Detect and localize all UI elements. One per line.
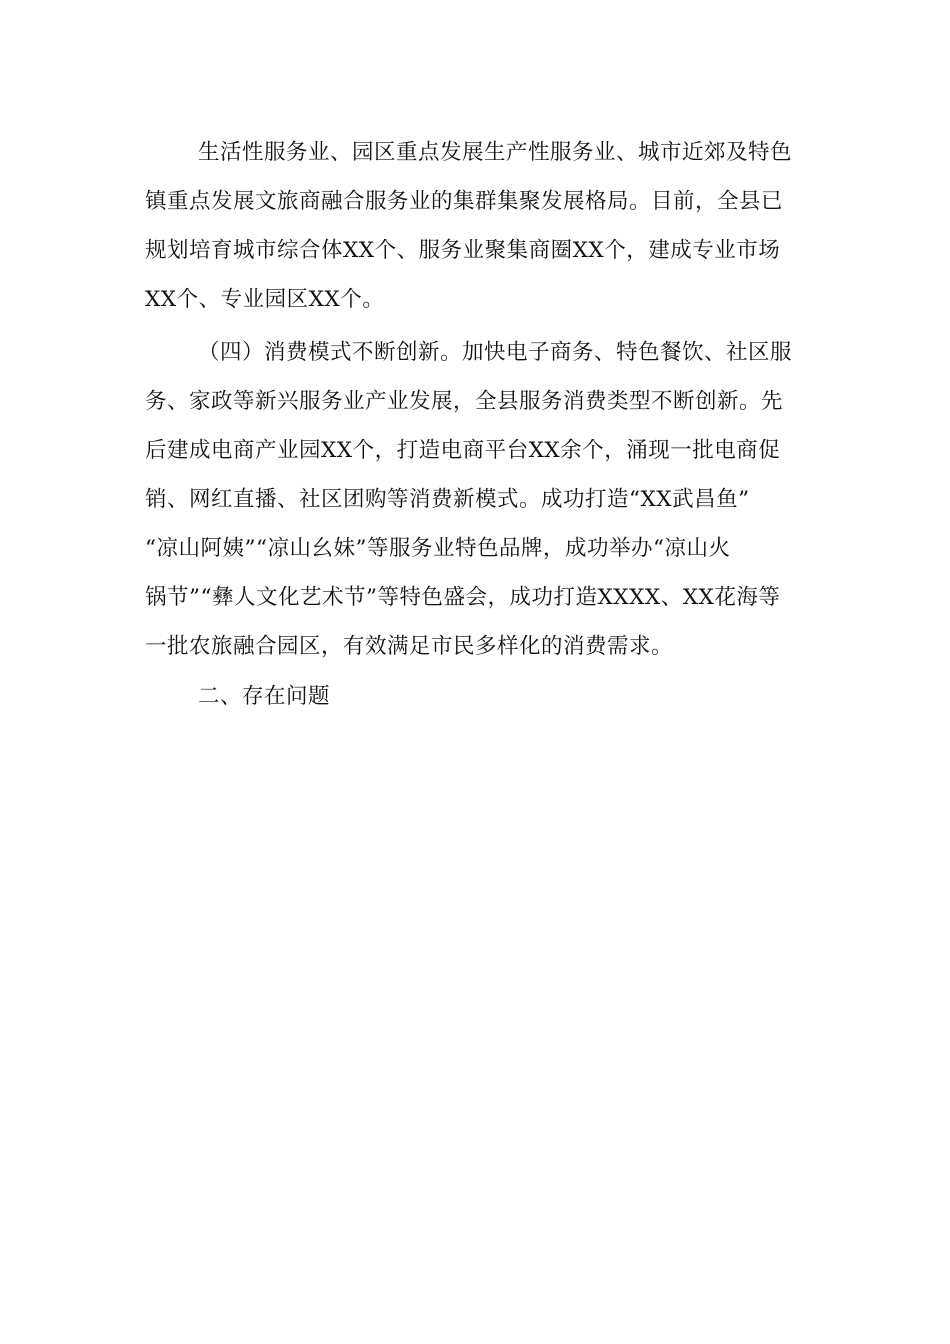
paragraph-line: 规划培育城市综合体XX个、服务业聚集商圈XX个，建成专业市场 [145, 238, 781, 263]
paragraph-line: 生活性服务业、园区重点发展生产性服务业、城市近郊及特色 [198, 140, 793, 165]
paragraph-line: （四）消费模式不断创新。加快电子商务、特色餐饮、社区服 [198, 340, 793, 365]
paragraph-line: 销、网红直播、社区团购等消费新模式。成功打造“XX武昌鱼” [145, 487, 750, 512]
paragraph-consumption-innovation [145, 328, 805, 671]
paragraph-line: 一批农旅融合园区，有效满足市民多样化的消费需求。 [145, 634, 674, 659]
paragraph-line: “凉山阿姨”“凉山幺妹”等服务业特色品牌，成功举办“凉山火 [145, 536, 731, 561]
section-heading-text: 二、存在问题 [198, 684, 331, 709]
paragraph-service-clusters [145, 128, 805, 324]
paragraph-line: 务、家政等新兴服务业产业发展，全县服务消费类型不断创新。先 [145, 389, 784, 414]
paragraph-line: XX个、专业园区XX个。 [145, 287, 385, 312]
paragraph-line: 锅节”“彝人文化艺术节”等特色盛会，成功打造XXXX、XX花海等 [145, 585, 781, 610]
paragraph-line: 镇重点发展文旅商融合服务业的集群集聚发展格局。目前，全县已 [145, 189, 784, 214]
paragraph-line: 后建成电商产业园XX个，打造电商平台XX余个，涌现一批电商促 [145, 438, 781, 463]
section-heading [145, 672, 805, 721]
